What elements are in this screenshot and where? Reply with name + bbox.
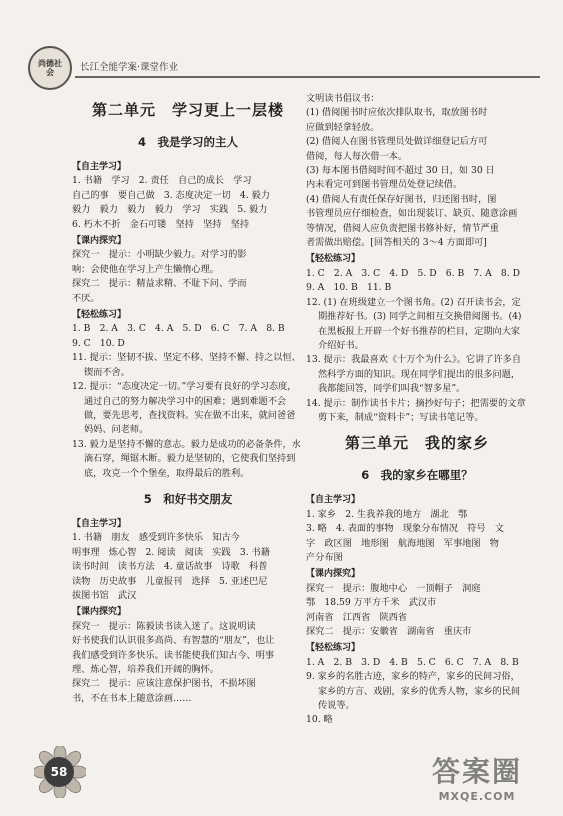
answer-line: 探究二 提示：精益求精、不耻下问、学而 [72, 278, 247, 290]
answer-line: 字 政区图 地形图 航海地图 军事地图 物 [306, 537, 499, 549]
answer-line: 应做到轻拿轻放。 [306, 121, 380, 133]
answer-line: 书管理员应仔细检查，如出现装订、缺页、随意涂画 [306, 208, 518, 220]
answer-line: 鄂 18.59 万平方千米 武汉市 [306, 597, 437, 609]
lesson-6-kenei [306, 582, 528, 640]
answer-line: 好书使我们认识很多高尚、有智慧的“朋友”，也让 [72, 635, 275, 647]
lesson-5-zizhu [72, 531, 304, 603]
choice-answers: 9. A 10. B 11. B [306, 282, 392, 294]
answer-line: 响：会使他在学习上产生懒惰心理。 [72, 263, 219, 275]
answer-line: 探究二 提示：应该注意保护图书，不损坏图 [72, 678, 256, 690]
page-number: 58 [44, 757, 74, 787]
answer-line: (3) 每本图书借阅时间不超过 30 日，如 30 日 [306, 165, 495, 177]
answer-line: 1. 书籍 朋友 感受到许多快乐 知古今 [72, 532, 240, 544]
answer-item: 11. 提示：坚韧不拔、坚定不移、坚持不懈、持之以恒、锲而不舍。 [72, 352, 301, 378]
answer-line: 明事理 炼心智 2. 阅读 阅读 实践 3. 书籍 [72, 546, 270, 558]
answer-item: 12. (1) 在班级建立一个图书角。(2) 召开读书会，定期推荐好书。(3) 同学之间相互交换借阅图书。(4) 在黑板报上开辟一个好书推荐的栏目，定期向大家介绍好书。 [306, 296, 525, 351]
answer-line: 书，不在书本上随意涂画…… [72, 692, 192, 704]
section-qingsong: 【轻松练习】 [306, 643, 361, 654]
series-title: 长江全能学案·课堂作业 [80, 62, 179, 73]
answer-line: 借阅，每人每次借一本。 [306, 150, 408, 162]
logo-text: 尚德社会 [38, 58, 62, 77]
answer-line: 毅力 毅力 毅力 毅力 学习 实践 5. 毅力 [72, 204, 268, 216]
header-rule [75, 76, 540, 78]
proposal-text [306, 92, 528, 250]
choice-answers: 1. C 2. A 3. C 4. D 5. D 6. B 7. A 8. D [306, 267, 520, 279]
answer-line: 文明读书倡议书： [306, 93, 380, 104]
lesson-6-zizhu [306, 508, 528, 566]
lesson-4-kenei [72, 248, 304, 306]
section-zizhu: 【自主学习】 [72, 162, 127, 172]
answer-line: 探究一 提示：陈毅读书读入迷了。这说明读 [72, 620, 256, 632]
watermark-sub: MXQE.COM [438, 789, 516, 803]
section-qingsong: 【轻松练习】 [306, 254, 361, 265]
answer-line: 3. 略 4. 表面的事物 现象分布情况 符号 文 [306, 523, 504, 535]
lesson-4-title: 4 我是学习的主人 [137, 135, 238, 149]
lesson-4-zizhu [72, 174, 304, 232]
watermark-main: 答案圈 [431, 754, 522, 788]
answer-line: 自己的事 要自己做 3. 态度决定一切 4. 毅力 [72, 189, 270, 201]
answer-item: 10. 略 [306, 714, 333, 726]
answer-line: 读书时间 读书方法 4. 童话故事 诗歌 科普 [72, 561, 268, 573]
answer-line: 读物 历史故事 儿童报刊 选择 5. 亚述巴尼 [72, 575, 268, 587]
answer-item: 13. 毅力是坚持不懈的意志。毅力是成功的必备条件，水滴石穿，绳锯木断。毅力是坚韧的，它使我们坚持到底，攻克一个个堡垒，取得最后的胜利。 [72, 438, 301, 479]
answer-line: (1) 借阅图书时应依次排队取书，取放图书时 [306, 107, 488, 119]
section-zizhu: 【自主学习】 [72, 518, 127, 529]
right-column [306, 92, 528, 728]
section-kenei: 【课内探究】 [306, 569, 361, 580]
choice-answers: 1. B 2. A 3. C 4. A 5. D 6. C 7. A 8. B [72, 323, 285, 335]
answer-item: 9. 家乡的名胜古迹，家乡的特产，家乡的民间习俗，家乡的方言、戏剧，家乡的优秀人物，家乡的民间传说等。 [306, 671, 521, 712]
section-kenei: 【课内探究】 [72, 236, 127, 247]
answer-item: 14. 提示：制作读书卡片；摘抄好句子；把需要的文章剪下来，制成“资料卡”；写读书笔记等。 [306, 397, 526, 423]
answer-line: 6. 朽木不折 金石可镂 坚持 坚持 坚持 [72, 218, 250, 230]
answer-line: 等情况，借阅人应负责把图书修补好，情节严重 [306, 222, 499, 234]
answer-line: 不厌。 [72, 292, 100, 304]
answer-line: 探究一 提示：小明缺少毅力。对学习的影 [72, 249, 247, 261]
watermark [407, 744, 547, 808]
series-logo [28, 46, 72, 90]
answer-item: 12. 提示：“态度决定一切。”学习要有良好的学习态度，通过自己的努力解决学习中的困难；遇到难题不会做，要先思考，查找资料。实在做不出来，就问爸爸妈妈、问老师。 [72, 381, 297, 436]
lesson-5-title: 5 和好书交朋友 [143, 491, 233, 506]
section-kenei: 【课内探究】 [72, 607, 127, 618]
unit-title-2: 第二单元 学习更上一层楼 [91, 101, 284, 119]
answer-line: 1. 家乡 2. 生我养我的地方 湖北 鄂 [306, 508, 468, 520]
section-qingsong: 【轻松练习】 [72, 310, 127, 321]
left-column [72, 92, 304, 706]
answer-line: 产分布图 [306, 551, 343, 563]
unit-title-3: 第三单元 我的家乡 [344, 434, 489, 453]
lesson-6-title: 6 我的家乡在哪里？ [361, 468, 473, 483]
choice-answers: 1. A 2. B 3. D 4. B 5. C 6. C 7. A 8. B [306, 656, 519, 668]
answer-line: 探究二 提示：安徽省 湖南省 重庆市 [306, 626, 472, 637]
answer-line: 探究一 提示：腹地中心 一顶帽子 洞庭 [306, 582, 481, 594]
answer-line: 者需做出赔偿。[回答相关的 3～4 方面即可] [306, 237, 487, 249]
lesson-5-kenei [72, 620, 304, 706]
answer-line: 拔图书馆 武汉 [72, 589, 137, 601]
page-header [0, 0, 563, 100]
answer-item: 13. 提示：我最喜欢《十万个为什么》。它讲了许多自然科学方面的知识。现在同学们提出的很多问题，我都能回答，同学们叫我“智多星”。 [306, 354, 522, 395]
answer-line: (4) 借阅人有责任保存好图书，归还图书时，图 [306, 193, 497, 205]
section-zizhu: 【自主学习】 [306, 495, 361, 506]
answer-line: 我们感受到许多快乐。读书能使我们知古今、明事 [72, 649, 275, 661]
answer-line: 河南省 江西省 陕西省 [306, 611, 408, 623]
answer-line: (2) 借阅人在图书管理员处做详细登记后方可 [306, 136, 488, 148]
answer-line: 1. 书籍 学习 2. 责任 自己的成长 学习 [72, 175, 252, 187]
answer-line: 理、炼心智，培养我们开阔的胸怀。 [72, 664, 219, 675]
answer-line: 内未看完可到图书管理员处登记续借。 [306, 179, 463, 191]
choice-answers: 9. C 10. D [72, 337, 125, 349]
